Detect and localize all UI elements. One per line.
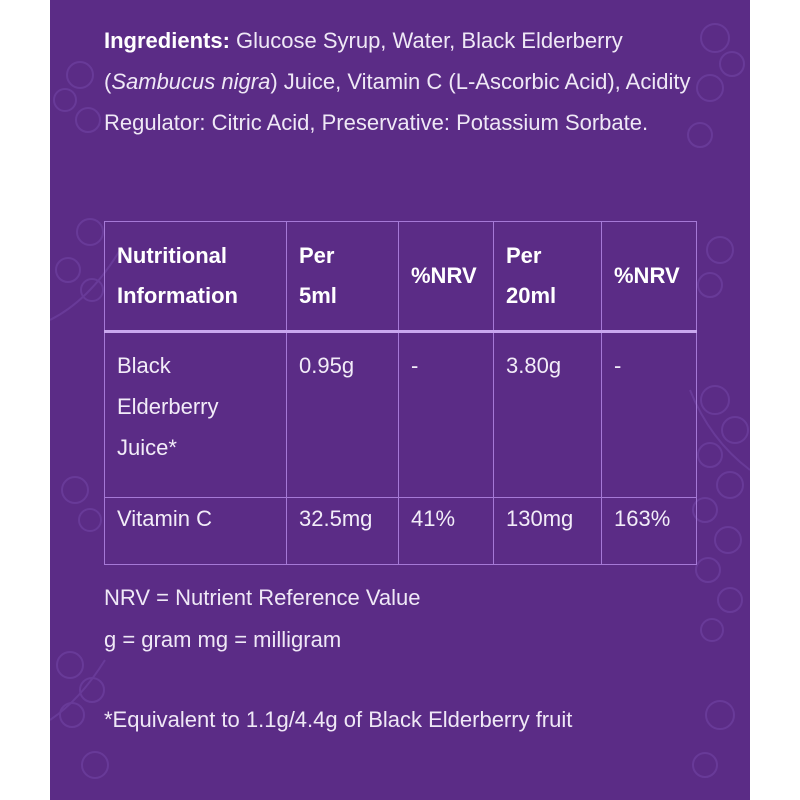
header-nutritional-information bbox=[105, 222, 287, 332]
nutrient-name-line2: Elderberry bbox=[117, 394, 219, 419]
header-per-5ml bbox=[287, 222, 399, 332]
header-col2-line1: Per bbox=[299, 243, 335, 268]
cell-nrv-5ml: - bbox=[399, 332, 494, 498]
unit-definitions: g = gram mg = milligram bbox=[104, 627, 342, 652]
nutrient-name-line3: Juice* bbox=[117, 435, 177, 460]
table-row-vitamin-c bbox=[105, 498, 697, 565]
ingredients-text-part-2: ) Juice, Vitamin C (L-Ascorbic Acid), Acidity Regulator: Citric Acid, Preservative: Potassium Sorbate. bbox=[104, 69, 691, 135]
header-col1-line1: Nutritional bbox=[117, 243, 227, 268]
nutrition-table-header-row bbox=[105, 222, 697, 332]
equivalence-footnote: *Equivalent to 1.1g/4.4g of Black Elderberry fruit bbox=[104, 707, 573, 732]
header-col4-line2: 20ml bbox=[506, 283, 557, 308]
nutrition-table bbox=[104, 221, 697, 565]
header-col1-line2: Information bbox=[117, 283, 238, 308]
header-col2-line2: 5ml bbox=[299, 283, 337, 308]
header-per-20ml bbox=[494, 222, 602, 332]
label-panel bbox=[50, 0, 750, 800]
header-col4-line1: Per bbox=[506, 243, 542, 268]
cell-nrv-20ml: - bbox=[602, 332, 697, 498]
nrv-definition: NRV = Nutrient Reference Value bbox=[104, 585, 421, 610]
ingredients-species-name: Sambucus nigra bbox=[111, 69, 271, 94]
ingredients-text-part-1: Glucose Syrup, Water, Black Elderberry ( bbox=[104, 28, 623, 94]
header-nrv-20ml: %NRV bbox=[602, 222, 697, 332]
nutrient-name-line1: Black bbox=[117, 353, 171, 378]
cell-per-20ml: 3.80g bbox=[494, 332, 602, 498]
cell-per-5ml: 32.5mg bbox=[287, 498, 399, 565]
header-nrv-5ml: %NRV bbox=[399, 222, 494, 332]
abbreviation-notes bbox=[104, 577, 421, 661]
cell-per-5ml: 0.95g bbox=[287, 332, 399, 498]
cell-per-20ml: 130mg bbox=[494, 498, 602, 565]
ingredients-text bbox=[104, 20, 704, 143]
ingredients-label: Ingredients: bbox=[104, 28, 230, 53]
cell-nrv-5ml: 41% bbox=[399, 498, 494, 565]
cell-nutrient-name bbox=[105, 332, 287, 498]
table-row-black-elderberry-juice bbox=[105, 332, 697, 498]
label-content bbox=[50, 0, 750, 800]
cell-nutrient-name: Vitamin C bbox=[105, 498, 287, 565]
cell-nrv-20ml: 163% bbox=[602, 498, 697, 565]
